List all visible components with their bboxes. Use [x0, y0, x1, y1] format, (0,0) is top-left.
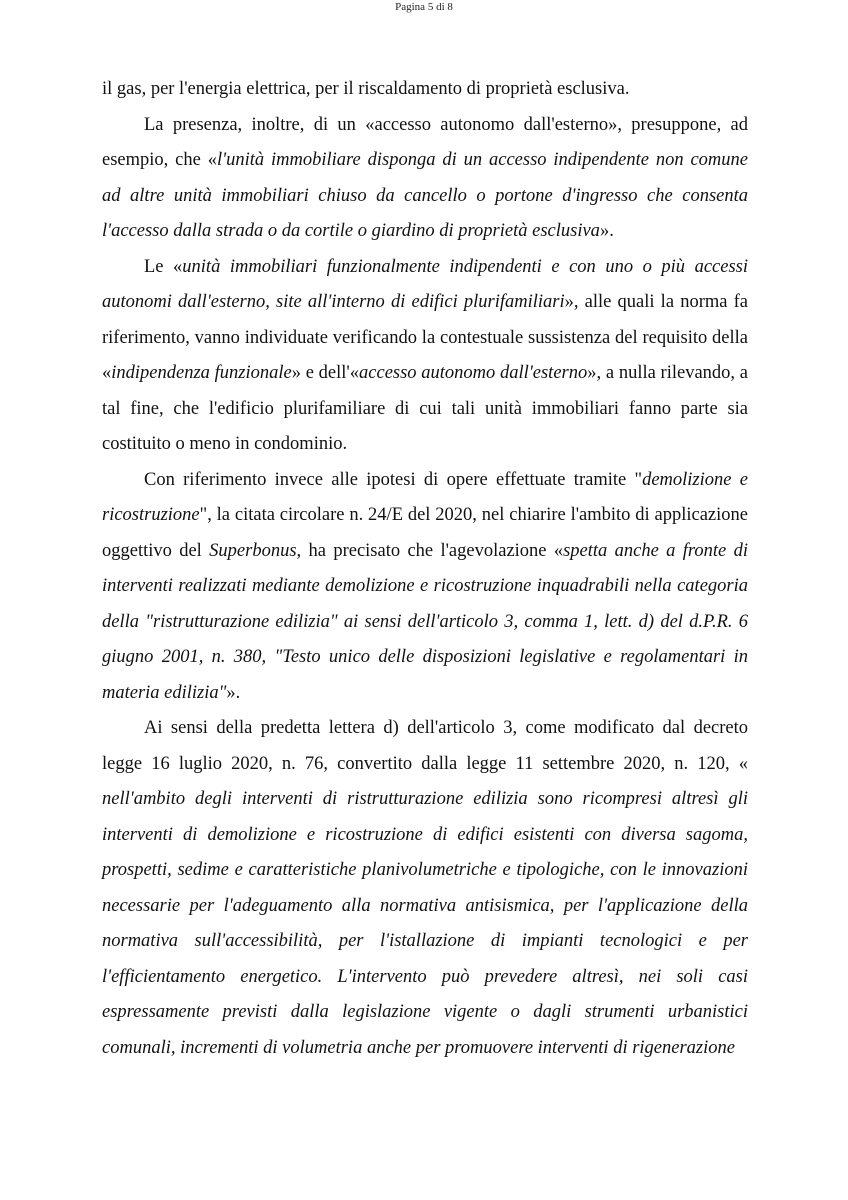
paragraph: [102, 711, 748, 1066]
paragraph: [102, 72, 748, 108]
text-run: La presenza, inoltre, di un «accesso autonomo dall'esterno», presuppone, ad esempio, che «: [102, 114, 748, 170]
text-run: ».: [226, 682, 241, 703]
page-number-header: Pagina 5 di 8: [395, 1, 453, 13]
text-run: Ai sensi della predetta lettera d) dell'articolo 3, come modificato dal decreto legge 16 luglio 2020, n. 76, convertito dalla legge 11 settembre 2020, n. 120, «: [102, 718, 748, 774]
quoted-italic-text: unità immobiliari funzionalmente indipendenti e con uno o più accessi autonomi dall'esterno, site all'interno di edifici plurifamiliari: [102, 256, 748, 312]
italic-term: Superbonus: [209, 540, 297, 561]
paragraph: [102, 250, 748, 463]
quoted-italic-text: nell'ambito degli interventi di ristrutturazione edilizia sono ricompresi altresì gli interventi di demolizione e ricostruzione di edifici esistenti con diversa sagoma, prospetti, sedime e caratteristiche planivolumetriche e tipologiche, con le innovazioni necessarie per l'adeguamento alla normativa antisismica, per l'applicazione della normativa sull'accessibilità, per l'istallazione di impianti tecnologici e per l'efficientamento energetico. L'intervento può prevedere altresì, nei soli casi espressamente previsti dalla legislazione vigente o dagli strumenti urbanistici comunali, incrementi di volumetria anche per promuovere interventi di rigenerazione: [102, 789, 748, 1058]
paragraph: [102, 463, 748, 712]
text-run: Le «: [144, 256, 183, 277]
text-run: », alle quali la norma fa riferimento, vanno individuate verificando la contestuale sussistenza del requisito della «: [102, 292, 748, 383]
text-run: » e dell'«: [291, 363, 360, 383]
paragraph: [102, 108, 748, 250]
quoted-italic-text: l'unità immobiliare disponga di un accesso indipendente non comune ad altre unità immobiliari chiuso da cancello o portone d'ingresso che consenta l'accesso dalla strada o da cortile o giardino di proprietà esclusiva: [102, 150, 748, 241]
text-run: il gas, per l'energia elettrica, per il riscaldamento di proprietà esclusiva.: [102, 79, 630, 99]
quoted-italic-text: indipendenza funzionale: [111, 363, 292, 383]
quoted-italic-text: spetta anche a fronte di interventi realizzati mediante demolizione e ricostruzione inquadrabili nella categoria della "ristrutturazione edilizia" ai sensi dell'articolo 3, comma 1, lett. d) del d.P.R. 6 giugno 2001, n. 380, "Testo unico delle disposizioni legislative e regolamentari in materia edilizia": [102, 540, 748, 703]
quoted-italic-text: accesso autonomo dall'esterno: [359, 363, 588, 383]
document-body: [102, 72, 748, 1066]
text-run: ", la citata circolare n. 24/E del 2020, nel chiarire l'ambito di applicazione oggettivo del: [102, 505, 748, 561]
quoted-italic-text: demolizione e ricostruzione: [102, 469, 748, 525]
text-run: Con riferimento invece alle ipotesi di opere effettuate tramite ": [144, 469, 643, 490]
text-run: », a nulla rilevando, a tal fine, che l'edificio plurifamiliare di cui tali unità immobiliari fanno parte sia costituito o meno in condominio.: [102, 363, 749, 454]
text-run: , ha precisato che l'agevolazione «: [296, 540, 564, 561]
text-run: ».: [599, 221, 614, 241]
